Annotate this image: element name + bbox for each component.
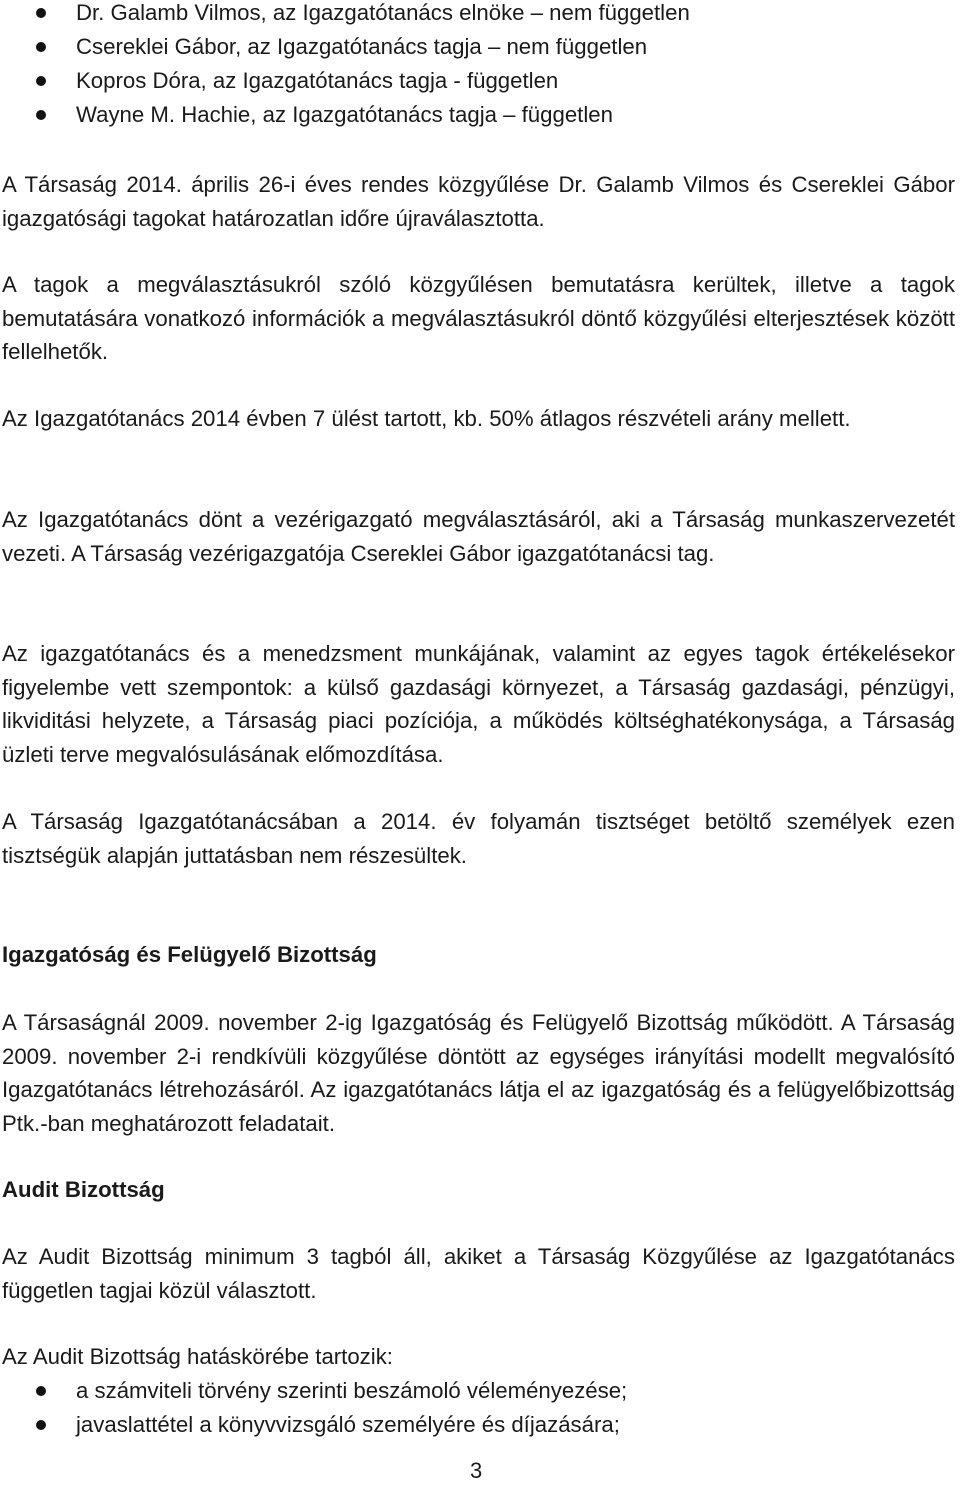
paragraph-evaluation: Az igazgatótanács és a menedzsment munkájának, valamint az egyes tagok értékelésekor figyelembe vett szempontok: a külső gazdasági környezet, a Társaság gazdasági, pénzügyi, likviditási helyzete, a Társaság piaci pozíciója, a működés költséghatékonysága, a Társaság üzleti terve megvalósulásának előmozdítása. (2, 641, 955, 767)
list-item (0, 30, 960, 64)
paragraph-meetings: Az Igazgatótanács 2014 évben 7 ülést tartott, kb. 50% átlagos részvételi arány mellett. (2, 406, 851, 431)
list-item (0, 64, 960, 98)
paragraph-board-history: A Társaságnál 2009. november 2-ig Igazgatóság és Felügyelő Bizottság működött. A Társaság 2009. november 2-i rendkívüli közgyűlése döntött az egységes irányítási modellt megvalósító Igazgatótanács létrehozásáról. Az igazgatótanács látja el az igazgatóság és a felügyelőbizottság Ptk.-ban meghatározott feladatait. (2, 1010, 955, 1136)
bullet-icon (36, 76, 46, 86)
list-item-text: a számviteli törvény szerinti beszámoló véleményezése; (76, 1378, 628, 1403)
list-item (0, 1374, 960, 1408)
section-heading-audit: Audit Bizottság (2, 1177, 165, 1202)
section-heading-board: Igazgatóság és Felügyelő Bizottság (2, 942, 377, 967)
bullet-icon (36, 42, 46, 52)
bullet-icon (36, 8, 46, 18)
bullet-icon (36, 110, 46, 120)
list-item-text: Dr. Galamb Vilmos, az Igazgatótanács elnöke – nem független (76, 0, 690, 25)
list-item-text: Csereklei Gábor, az Igazgatótanács tagja – nem független (76, 34, 648, 59)
list-item (0, 98, 960, 132)
paragraph-remuneration: A Társaság Igazgatótanácsában a 2014. év folyamán tisztséget betöltő személyek ezen tisztségük alapján juttatásban nem részesültek. (2, 809, 955, 868)
list-item (0, 1408, 960, 1442)
list-item-text: javaslattétel a könyvvizsgáló személyére és díjazására; (76, 1412, 620, 1437)
list-item-text: Kopros Dóra, az Igazgatótanács tagja - független (76, 68, 559, 93)
paragraph-reelection: A Társaság 2014. április 26-i éves rendes közgyűlése Dr. Galamb Vilmos és Csereklei Gábor igazgatósági tagokat határozatlan időre újraválasztotta. (2, 172, 955, 231)
page-number: 3 (470, 1458, 483, 1483)
bullet-icon (36, 1420, 46, 1430)
paragraph-ceo: Az Igazgatótanács dönt a vezérigazgató megválasztásáról, aki a Társaság munkaszervezetét vezeti. A Társaság vezérigazgatója Csereklei Gábor igazgatótanácsi tag. (2, 507, 955, 566)
paragraph-audit-members: Az Audit Bizottság minimum 3 tagból áll, akiket a Társaság Közgyűlése az Igazgatótanács független tagjai közül választott. (2, 1244, 955, 1303)
paragraph-member-presentation: A tagok a megválasztásukról szóló közgyűlésen bemutatásra kerültek, illetve a tagok bemutatására vonatkozó információk a megválasztásukról döntő közgyűlési elterjesztések között fellelhetők. (2, 272, 955, 365)
list-item-text: Wayne M. Hachie, az Igazgatótanács tagja – független (76, 102, 613, 127)
paragraph-audit-scope: Az Audit Bizottság hatáskörébe tartozik: (2, 1344, 393, 1369)
bullet-icon (36, 1386, 46, 1396)
list-item (0, 0, 960, 30)
